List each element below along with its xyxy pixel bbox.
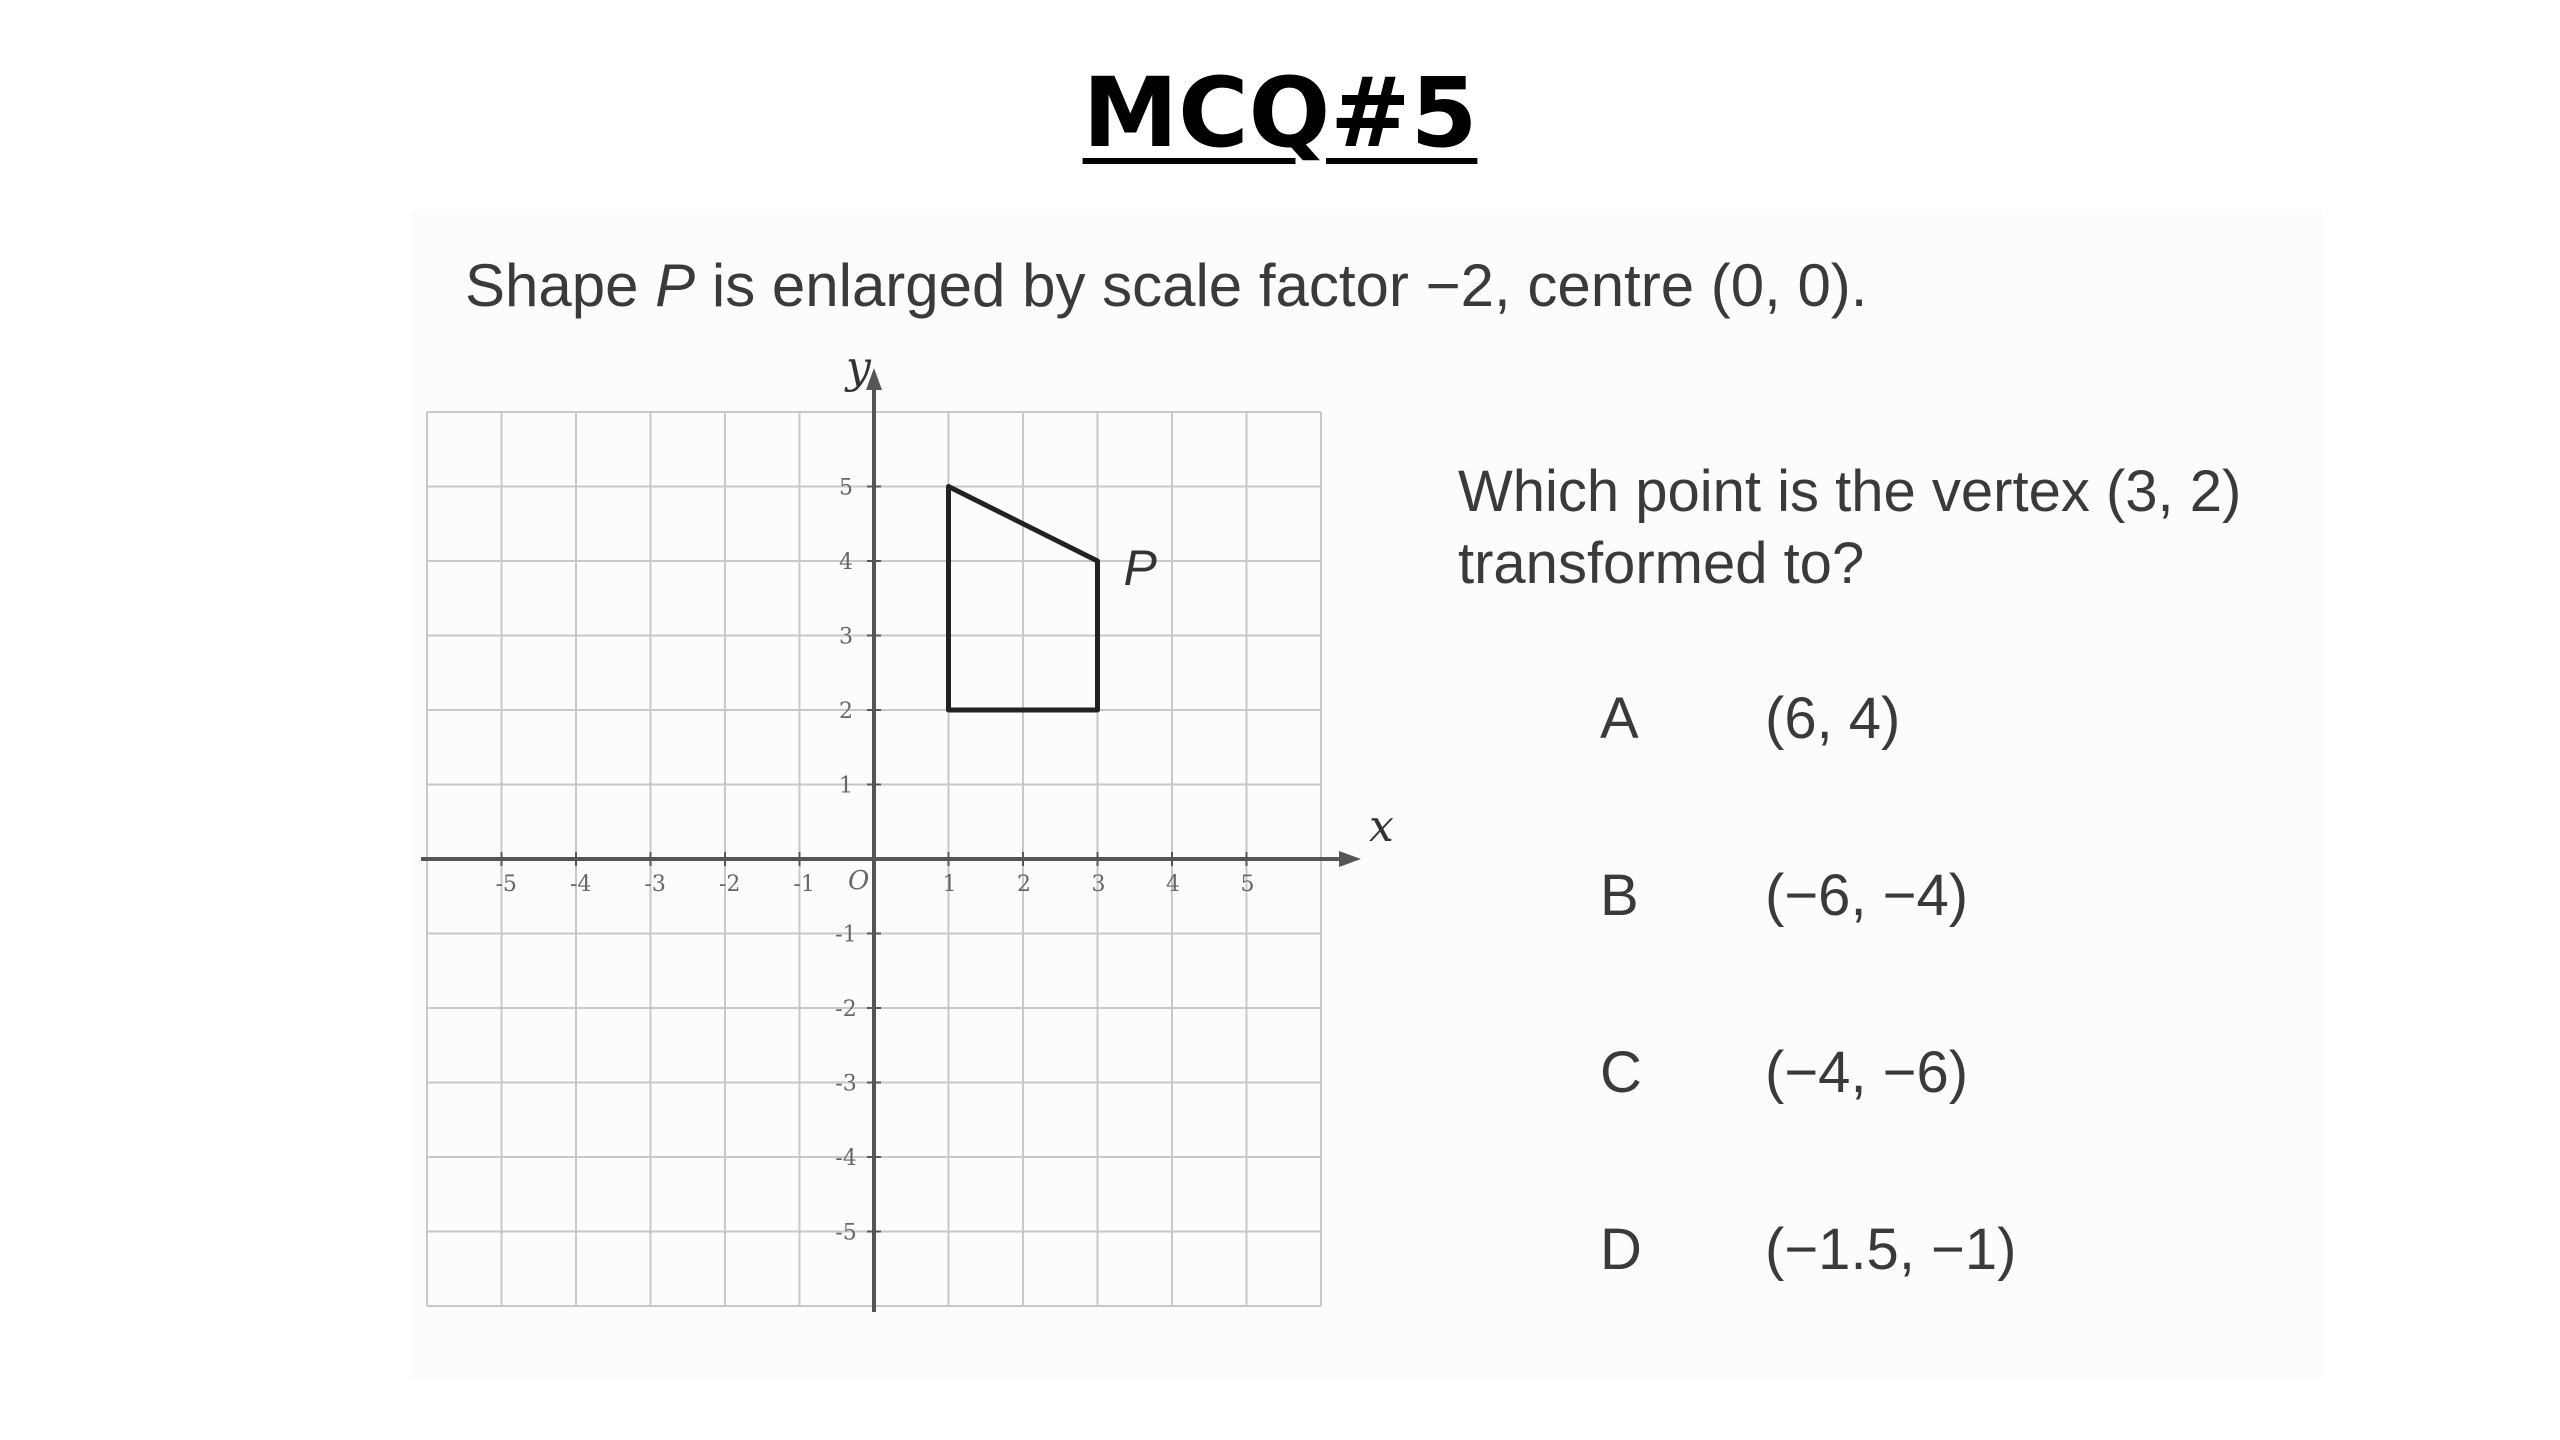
x-tick-label: -5	[495, 872, 517, 897]
option-a-letter: A	[1600, 686, 1639, 751]
option-a-value: (6, 4)	[1765, 686, 1901, 751]
y-tick-label: -3	[835, 1071, 857, 1097]
question-text-part1: Shape	[465, 252, 656, 319]
option-c-value: (−4, −6)	[1765, 1040, 1969, 1105]
y-axis-label: y	[846, 342, 871, 393]
page-title: MCQ#5	[1082, 57, 1478, 169]
y-tick-label: -1	[835, 922, 857, 948]
shape-label: P	[1123, 540, 1157, 596]
option-b-letter: B	[1600, 863, 1639, 928]
question-text-part2: is enlarged by scale factor −2, centre (0, 0).	[695, 252, 1868, 319]
y-tick-label: -4	[835, 1146, 857, 1171]
prompt-text: Which point is the vertex (3, 2) transformed to?	[1458, 459, 2242, 596]
origin-label: O	[848, 866, 870, 896]
y-tick-label: -2	[835, 997, 857, 1022]
option-c-letter: C	[1600, 1040, 1642, 1105]
x-tick-label: -4	[570, 872, 592, 897]
x-tick-label: 4	[1166, 872, 1180, 897]
x-tick-label: -2	[719, 872, 741, 897]
x-tick-label: -1	[793, 872, 815, 897]
shape-layer	[949, 487, 1158, 711]
y-tick-label: 5	[839, 475, 853, 501]
x-tick-label: 1	[942, 872, 957, 897]
y-tick-label: 1	[839, 773, 853, 799]
x-tick-label: -3	[644, 872, 666, 897]
shape-name: P	[655, 252, 696, 319]
y-tick-label: 3	[839, 624, 853, 650]
option-d-value: (−1.5, −1)	[1765, 1217, 2017, 1282]
y-tick-label: 4	[839, 550, 853, 575]
x-axis-arrow-icon	[1339, 851, 1361, 867]
x-tick-label: 2	[1017, 872, 1031, 897]
x-tick-label: 3	[1091, 872, 1106, 897]
option-d-letter: D	[1600, 1217, 1642, 1282]
x-tick-label: 5	[1240, 872, 1255, 897]
option-b-value: (−6, −4)	[1765, 863, 1969, 928]
y-tick-label: 2	[839, 699, 853, 724]
x-axis-label: x	[1369, 801, 1394, 852]
y-tick-label: -5	[835, 1220, 857, 1246]
